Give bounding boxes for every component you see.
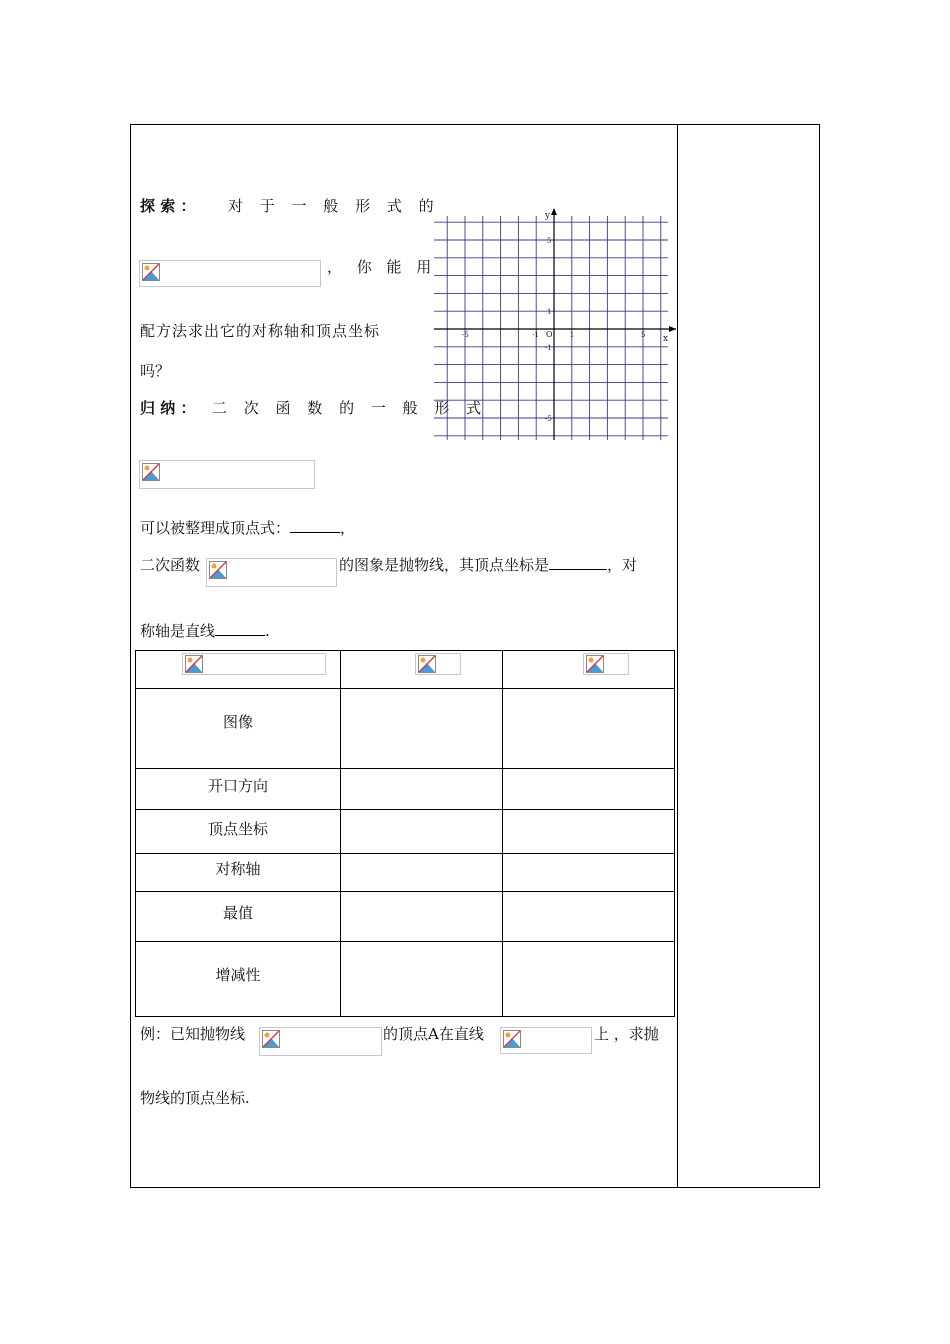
axis-prefix: 称轴是直线 [140, 622, 216, 640]
quadratic-mid: 的图象是抛物线，其顶点坐标是 [339, 556, 550, 574]
table-cell [503, 769, 675, 810]
header-cell-1 [136, 651, 341, 689]
example-line2: 物线的顶点坐标. [140, 1089, 250, 1107]
formula-image-quadratic [206, 558, 337, 587]
vertex-form-prefix: 可以被整理成顶点式： [140, 519, 291, 537]
row-label-graph: 图像 [222, 713, 253, 731]
formula-image-col2 [415, 653, 461, 675]
explore-line2: ， 你 能 用 [327, 258, 437, 276]
table-cell [503, 854, 675, 892]
table-header-row [136, 651, 675, 689]
broken-image-icon [185, 655, 203, 673]
tick-x-neg1: -1 [532, 331, 540, 339]
broken-image-icon [142, 463, 160, 481]
table-row [136, 689, 675, 769]
broken-image-icon [209, 561, 227, 579]
example-mid: 的顶点A在直线 [383, 1025, 484, 1043]
table-cell [341, 769, 503, 810]
formula-image-general-form-2 [139, 460, 315, 489]
x-axis-label: x [663, 334, 669, 344]
table-row [136, 892, 675, 942]
vertex-coord-blank [549, 555, 607, 570]
formula-image-col3 [583, 653, 629, 675]
row-label-cell [136, 769, 341, 810]
coordinate-grid [430, 206, 680, 446]
properties-table [135, 650, 675, 1017]
quadratic-line [339, 554, 637, 575]
row-label-extreme: 最值 [222, 904, 253, 922]
axis-line [140, 620, 270, 641]
formula-image-parabola [259, 1027, 382, 1056]
header-cell-2 [341, 651, 503, 689]
row-label-opening: 开口方向 [207, 777, 268, 795]
example-suffix: 上 ，求抛 [594, 1025, 659, 1043]
row-label-cell [136, 810, 341, 854]
broken-image-icon [418, 655, 436, 673]
axis-suffix: . [265, 622, 270, 640]
explore-line1: 对 于 一 般 形 式 的 [228, 197, 440, 215]
row-label-vertex: 顶点坐标 [207, 820, 268, 838]
example-prefix: 例：已知抛物线 [140, 1025, 246, 1043]
table-cell [503, 810, 675, 854]
tick-x-1: 1 [569, 331, 575, 339]
broken-image-icon [142, 263, 160, 281]
table-row [136, 854, 675, 892]
row-label-cell [136, 854, 341, 892]
quadratic-suffix: ，对 [607, 556, 638, 574]
table-cell [341, 854, 503, 892]
formula-image-col1 [182, 653, 326, 675]
explore-line4: 吗？ [140, 362, 171, 380]
grid-svg [430, 206, 680, 446]
broken-image-icon [503, 1030, 521, 1048]
tick-x-neg5: -5 [462, 331, 469, 339]
broken-image-icon [262, 1030, 280, 1048]
explore-label: 探 索 ： [140, 197, 196, 215]
row-label-cell [136, 892, 341, 942]
table-row [136, 942, 675, 1017]
tick-y-1: 1 [547, 308, 552, 317]
table-cell [503, 689, 675, 769]
vertex-form-suffix: ， [340, 519, 356, 537]
formula-image-line [500, 1027, 592, 1054]
axis-blank [215, 621, 265, 636]
table-cell [503, 942, 675, 1017]
table-row [136, 769, 675, 810]
table-row [136, 810, 675, 854]
table-cell [341, 689, 503, 769]
y-axis-label: y [545, 211, 551, 221]
table-cell [341, 942, 503, 1017]
tick-x-5: 5 [641, 331, 646, 339]
row-label-monotonic: 增减性 [215, 966, 261, 984]
vertex-form-line [140, 517, 355, 538]
vertex-form-blank [290, 518, 340, 533]
tick-y-5: 5 [547, 237, 552, 245]
row-label-cell [136, 689, 341, 769]
broken-image-icon [586, 655, 604, 673]
tick-y-neg5: -5 [545, 415, 552, 423]
quadratic-prefix: 二次函数 [140, 556, 201, 574]
explore-line3: 配方法求出它的对称轴和顶点坐标 [140, 322, 381, 340]
y-axis-arrow [551, 208, 557, 215]
table-cell [341, 892, 503, 942]
header-cell-3 [503, 651, 675, 689]
tick-y-neg1: -1 [545, 343, 552, 352]
origin-label: O [546, 330, 553, 339]
row-label-axis: 对称轴 [215, 860, 261, 878]
x-axis-arrow [669, 326, 676, 332]
formula-image-general-form [139, 260, 321, 287]
summary-label: 归 纳 ： [140, 399, 196, 417]
table-cell [341, 810, 503, 854]
summary-line1: 二 次 函 数 的 一 般 形 式 [212, 399, 488, 417]
row-label-cell [136, 942, 341, 1017]
table-cell [503, 892, 675, 942]
